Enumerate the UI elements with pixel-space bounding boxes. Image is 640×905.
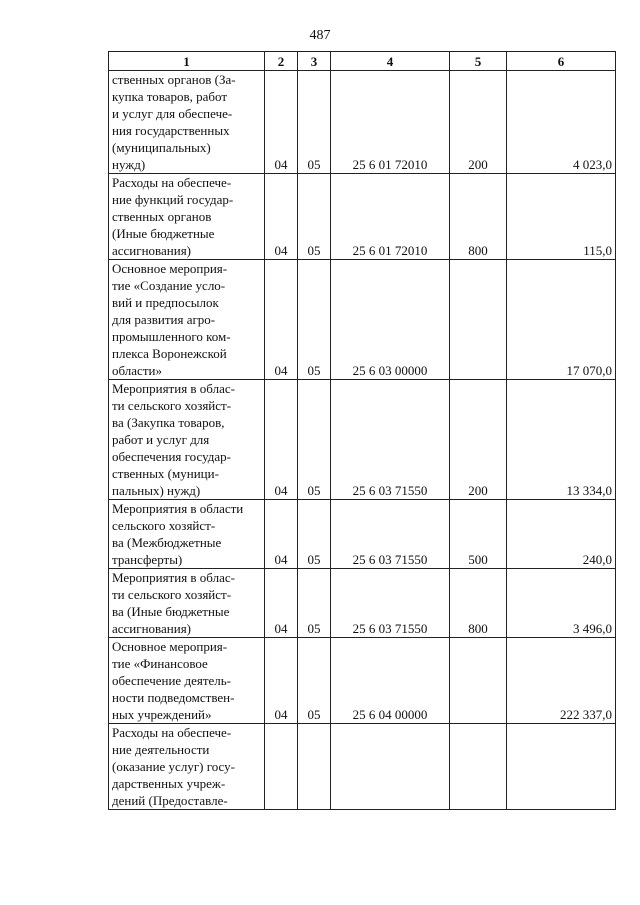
row-section: 04 [265,500,298,569]
row-expense-type: 800 [450,174,507,260]
row-amount: 17 070,0 [507,260,616,380]
row-expense-type [450,724,507,810]
row-description: Мероприятия в области сельского хозяйст- ва (Межбюджетные трансферты) [109,500,265,569]
row-subsection: 05 [298,260,331,380]
row-expense-type: 500 [450,500,507,569]
row-target-code: 25 6 03 71550 [331,380,450,500]
row-description: Мероприятия в облас- ти сельского хозяйст- ва (Иные бюджетные ассигнования) [109,569,265,638]
row-target-code: 25 6 01 72010 [331,174,450,260]
row-section: 04 [265,638,298,724]
row-expense-type: 800 [450,569,507,638]
row-target-code: 25 6 03 00000 [331,260,450,380]
column-header-2: 2 [265,52,298,71]
table-row [109,380,616,500]
row-expense-type [450,638,507,724]
row-description: ственных органов (За- купка товаров, работ и услуг для обеспече- ния государственных (муниципальных) нужд) [109,71,265,174]
row-subsection: 05 [298,569,331,638]
row-subsection: 05 [298,638,331,724]
table-row [109,174,616,260]
row-target-code [331,724,450,810]
row-description: Мероприятия в облас- ти сельского хозяйст- ва (Закупка товаров, работ и услуг для обеспечения государ- ственных (муници- пальных) нужд) [109,380,265,500]
row-section: 04 [265,71,298,174]
row-amount: 4 023,0 [507,71,616,174]
table-header-row [109,52,616,71]
row-amount [507,724,616,810]
row-subsection: 05 [298,500,331,569]
row-subsection: 05 [298,380,331,500]
row-subsection: 05 [298,71,331,174]
column-header-3: 3 [298,52,331,71]
row-description: Основное мероприя- тие «Создание усло- вий и предпосылок для развития агро- промышленного ком- плекса Воронежской области» [109,260,265,380]
row-section: 04 [265,174,298,260]
column-header-5: 5 [450,52,507,71]
row-subsection [298,724,331,810]
row-target-code: 25 6 01 72010 [331,71,450,174]
table-row [109,500,616,569]
page-number: 487 [309,28,331,43]
row-section: 04 [265,380,298,500]
row-target-code: 25 6 03 71550 [331,500,450,569]
row-subsection: 05 [298,174,331,260]
row-description: Расходы на обеспече- ние функций государ- ственных органов (Иные бюджетные ассигнования) [109,174,265,260]
row-amount: 3 496,0 [507,569,616,638]
row-section: 04 [265,260,298,380]
row-expense-type [450,260,507,380]
column-header-6: 6 [507,52,616,71]
row-expense-type: 200 [450,380,507,500]
row-target-code: 25 6 03 71550 [331,569,450,638]
row-description: Основное мероприя- тие «Финансовое обеспечение деятель- ности подведомствен- ных учреждений» [109,638,265,724]
table-row [109,71,616,174]
row-target-code: 25 6 04 00000 [331,638,450,724]
row-description: Расходы на обеспече- ние деятельности (оказание услуг) госу- дарственных учреж- дений (Предоставле- [109,724,265,810]
row-amount: 240,0 [507,500,616,569]
row-amount: 13 334,0 [507,380,616,500]
row-amount: 222 337,0 [507,638,616,724]
row-amount: 115,0 [507,174,616,260]
table-row [109,260,616,380]
table-row [109,724,616,810]
column-header-4: 4 [331,52,450,71]
row-expense-type: 200 [450,71,507,174]
budget-table [108,51,616,810]
table-row [109,638,616,724]
row-section [265,724,298,810]
row-section: 04 [265,569,298,638]
column-header-1: 1 [109,52,265,71]
table-row [109,569,616,638]
